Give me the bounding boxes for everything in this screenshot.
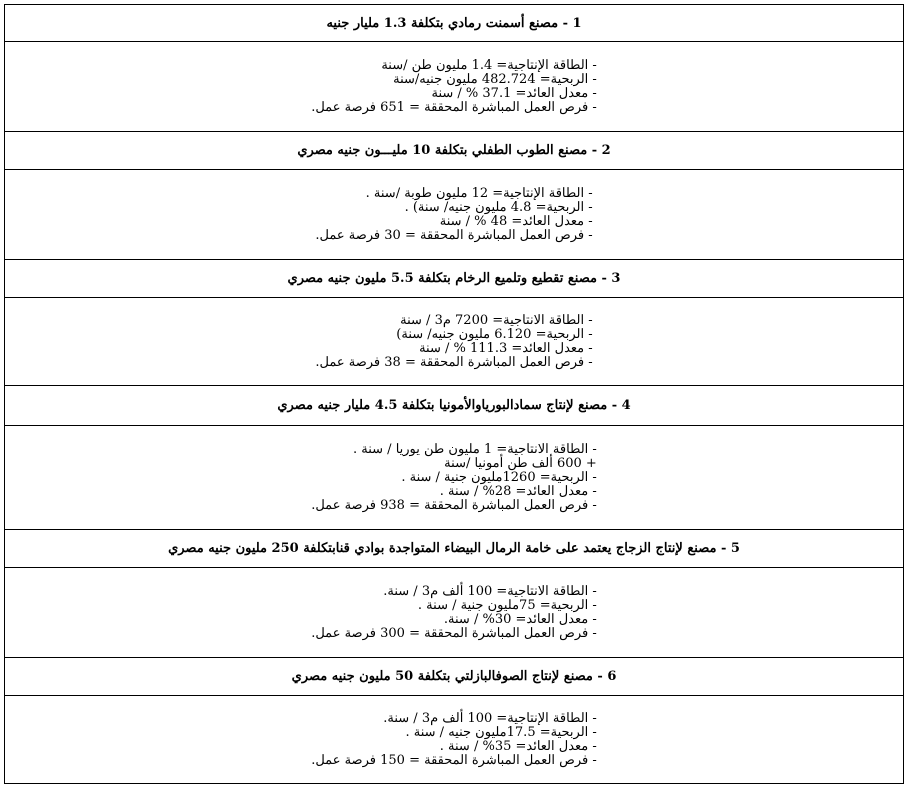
project-2-details-row: [5, 170, 903, 260]
project-6-title: 6 - مصنع لإنتاج الصوفالبازلتي بتكلفة 50 مليون جنيه مصري: [291, 669, 617, 684]
project-2-return-rate: - معدل العائد= 48 % / سنة: [439, 213, 593, 229]
project-5-jobs: - فرص العمل المباشرة المحققة = 300 فرصة عمل.: [311, 625, 597, 641]
project-5-return-rate: - معدل العائد= 30% / سنة.: [443, 611, 597, 627]
project-3-return-rate: - معدل العائد= 111.3 % / سنة: [419, 340, 593, 356]
project-3-details-row: [5, 298, 903, 386]
project-1-profit: - الربحية= 482.724 مليون جنيه/سنة: [393, 71, 597, 87]
project-1-title: 1 - مصنع أسمنت رمادي بتكلفة 1.3 مليار جنيه: [326, 15, 582, 31]
project-4-capacity: - الطاقة الانتاجية= 1 مليون طن يوريا / سنة .: [353, 441, 597, 457]
project-5-title: 5 - مصنع لإنتاج الزجاج يعتمد على خامة الرمال البيضاء المتواجدة بوادي قنابتكلفة 250 مليون جنيه مصري: [168, 541, 740, 556]
project-5-details-row: [5, 568, 903, 658]
project-3-details: [315, 314, 592, 370]
project-1-title-row: [5, 5, 903, 42]
project-3-profit: - الربحية= 6.120 مليون جنيه/ سنة): [396, 326, 593, 342]
project-3-title: 3 - مصنع تقطيع وتلميع الرخام بتكلفة 5.5 مليون جنيه مصري: [287, 271, 621, 286]
project-1-details-row: [5, 42, 903, 132]
project-5-title-row: [5, 530, 903, 568]
project-2-title-row: [5, 132, 903, 170]
project-6-profit: - الربحية= 17.5مليون جنيه / سنة .: [405, 724, 597, 740]
project-2-title: 2 - مصنع الطوب الطفلي بتكلفة 10 مليـــون جنيه مصري: [297, 143, 611, 158]
project-5-details: [311, 585, 597, 641]
project-5-profit: - الربحية= 75مليون جنية / سنة .: [417, 597, 597, 613]
project-4-title-row: [5, 386, 903, 426]
project-6-details-row: [5, 696, 903, 783]
project-2-jobs: - فرص العمل المباشرة المحققة = 30 فرصة عمل.: [315, 227, 593, 243]
project-1-capacity: - الطاقة الإنتاجية= 1.4 مليون طن /سنة: [381, 57, 597, 73]
project-4-capacity-extra: + 600 ألف طن أمونيا /سنة: [444, 455, 597, 471]
project-3-title-row: [5, 260, 903, 298]
project-4-details: [311, 443, 597, 513]
project-5-capacity: - الطاقة الانتاجية= 100 ألف م3 / سنة.: [383, 583, 597, 599]
project-6-title-row: [5, 658, 903, 696]
projects-table: [4, 4, 904, 784]
project-1-return-rate: - معدل العائد= 37.1 % / سنة: [431, 85, 597, 101]
project-4-details-row: [5, 426, 903, 530]
project-4-return-rate: - معدل العائد= 28% / سنة .: [439, 483, 597, 499]
project-1-details: [311, 59, 597, 115]
project-6-capacity: - الطاقة الإنتاجية= 100 ألف م3 / سنة.: [383, 710, 597, 726]
project-2-details: [315, 187, 592, 243]
project-6-jobs: - فرص العمل المباشرة المحققة = 150 فرصة عمل.: [311, 752, 597, 768]
project-1-jobs: - فرص العمل المباشرة المحققة = 651 فرصة عمل.: [311, 99, 597, 115]
project-6-details: [311, 712, 597, 768]
project-6-return-rate: - معدل العائد= 35% / سنة .: [439, 738, 597, 754]
project-4-title: 4 - مصنع لإنتاج سمادالبورياوالأمونيا بتكلفة 4.5 مليار جنيه مصري: [277, 398, 631, 413]
project-3-jobs: - فرص العمل المباشرة المحققة = 38 فرصة عمل.: [315, 354, 593, 370]
project-2-capacity: - الطاقة الإنتاجية= 12 مليون طوبة /سنة .: [365, 185, 593, 201]
project-2-profit: - الربحية= 4.8 مليون جنيه/ سنة) .: [404, 199, 593, 215]
project-4-jobs: - فرص العمل المباشرة المحققة = 938 فرصة عمل.: [311, 497, 597, 513]
project-3-capacity: - الطاقة الانتاجية= 7200 م3 / سنة: [400, 312, 593, 328]
project-4-profit: - الربحية= 1260مليون جنية / سنة .: [401, 469, 597, 485]
